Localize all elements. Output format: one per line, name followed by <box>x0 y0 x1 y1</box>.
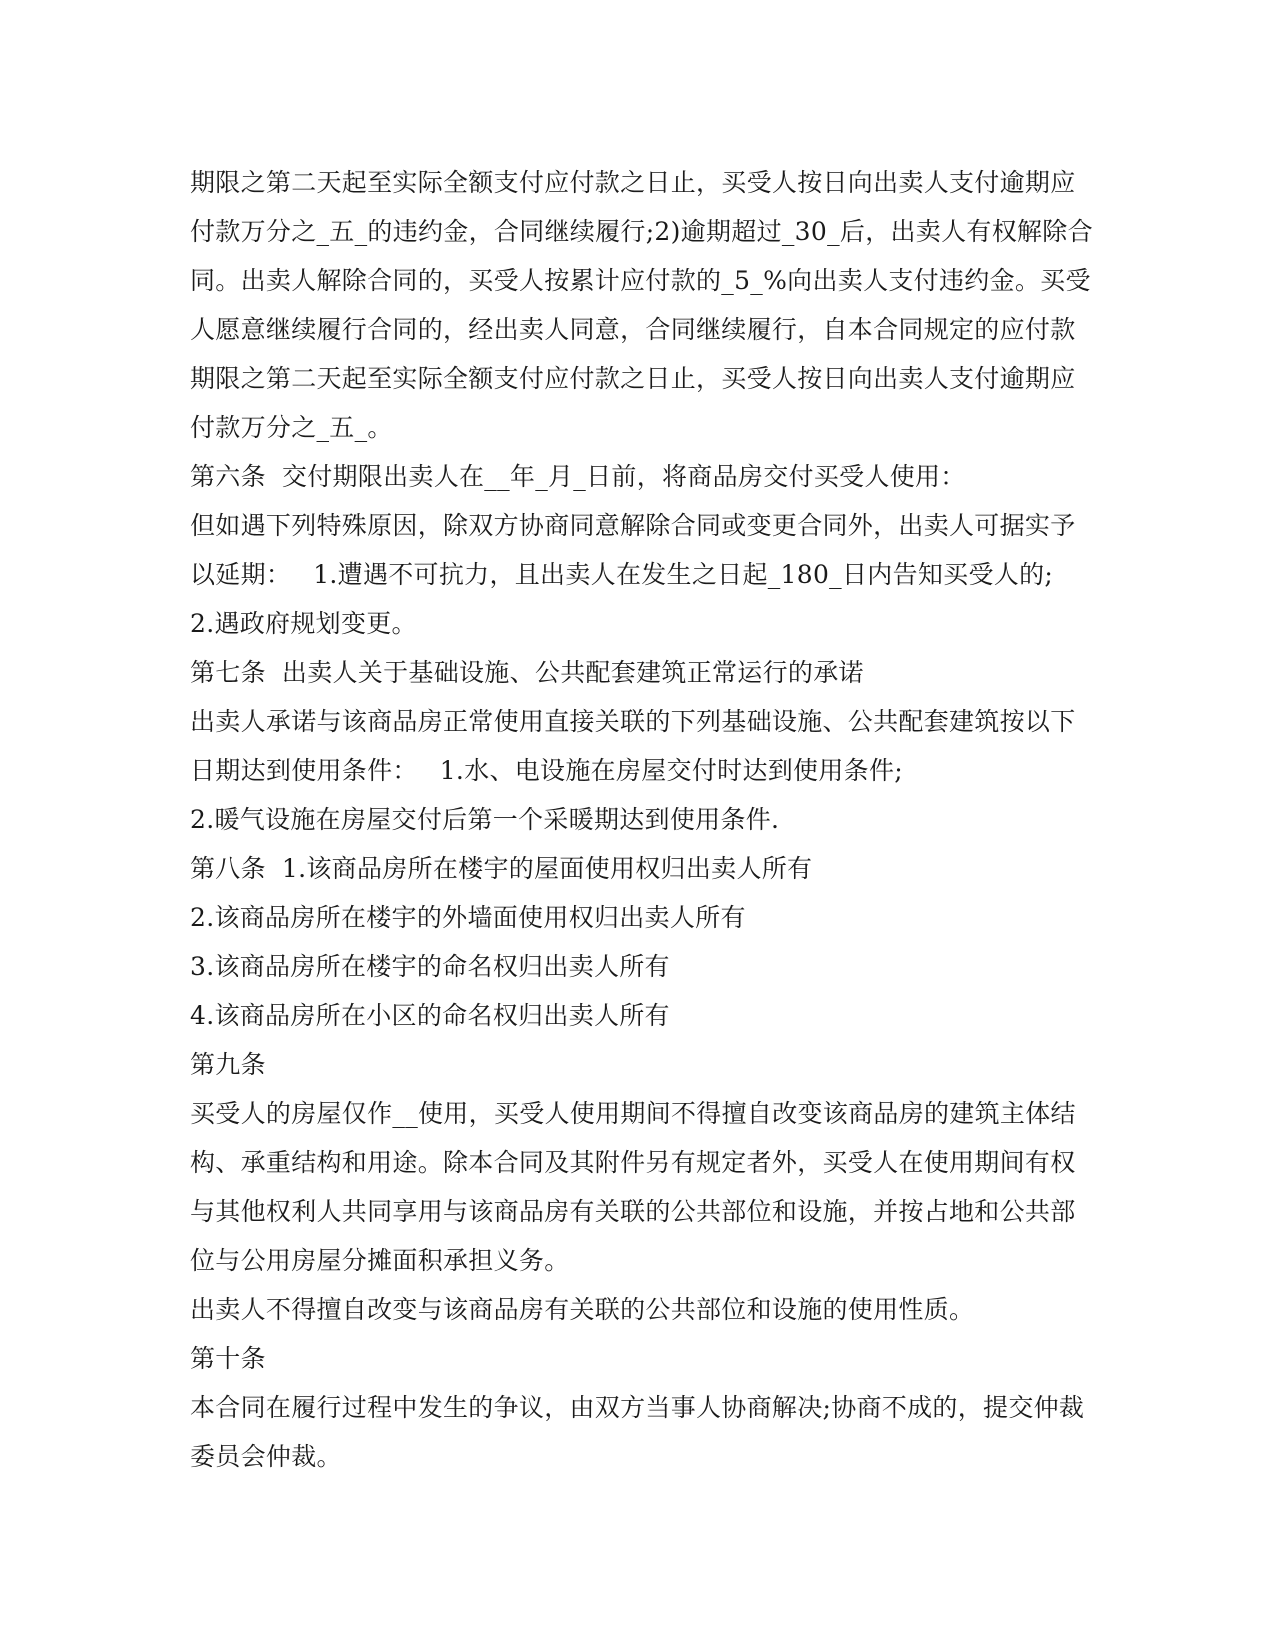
article-9-heading: 第九条 <box>190 1050 266 1079</box>
text-line: 构、承重结构和用途。除本合同及其附件另有规定者外，买受人在使用期间有权 <box>190 1148 1076 1177</box>
text-line: 同。出卖人解除合同的，买受人按累计应付款的_5_%向出卖人支付违约金。买受 <box>190 266 1091 295</box>
text-line: 委员会仲裁。 <box>190 1442 342 1471</box>
article-8-heading <box>190 844 1080 893</box>
line-rest: 1.水、电设施在房屋交付时达到使用条件; <box>439 756 903 785</box>
document-body <box>190 158 1093 1481</box>
line-prefix: 以延期： <box>190 560 292 589</box>
article-number: 第八条 <box>190 854 266 883</box>
text-line: 付款万分之_五_的违约金，合同继续履行;2)逾期超过_30_后，出卖人有权解除合 <box>190 217 1093 246</box>
text-line: 但如遇下列特殊原因，除双方协商同意解除合同或变更合同外，出卖人可据实予 <box>190 511 1076 540</box>
article-title: 交付期限出卖人在__年_月_日前，将商品房交付买受人使用： <box>281 462 966 491</box>
text-line: 2.该商品房所在楼宇的外墙面使用权归出卖人所有 <box>190 903 746 932</box>
text-line <box>190 550 1080 599</box>
text-line: 本合同在履行过程中发生的争议，由双方当事人协商解决;协商不成的，提交仲裁 <box>190 1393 1085 1422</box>
article-10-heading: 第十条 <box>190 1344 266 1373</box>
text-line: 2.暖气设施在房屋交付后第一个采暖期达到使用条件. <box>190 805 780 834</box>
text-line: 期限之第二天起至实际全额支付应付款之日止，买受人按日向出卖人支付逾期应 <box>190 364 1076 393</box>
text-line: 出卖人承诺与该商品房正常使用直接关联的下列基础设施、公共配套建筑按以下 <box>190 707 1076 736</box>
article-7-heading <box>190 648 1080 697</box>
text-line: 位与公用房屋分摊面积承担义务。 <box>190 1246 570 1275</box>
text-line: 买受人的房屋仅作__使用，买受人使用期间不得擅自改变该商品房的建筑主体结 <box>190 1099 1076 1128</box>
text-line: 付款万分之_五_。 <box>190 413 393 442</box>
line-prefix: 日期达到使用条件： <box>190 756 418 785</box>
text-line: 4.该商品房所在小区的命名权归出卖人所有 <box>190 1001 670 1030</box>
article-title: 出卖人关于基础设施、公共配套建筑正常运行的承诺 <box>281 658 864 687</box>
text-line <box>190 746 1080 795</box>
article-6-heading <box>190 452 1080 501</box>
text-line: 与其他权利人共同享用与该商品房有关联的公共部位和设施，并按占地和公共部 <box>190 1197 1076 1226</box>
text-line: 期限之第二天起至实际全额支付应付款之日止，买受人按日向出卖人支付逾期应 <box>190 168 1076 197</box>
article-number: 第六条 <box>190 462 266 491</box>
text-line: 出卖人不得擅自改变与该商品房有关联的公共部位和设施的使用性质。 <box>190 1295 975 1324</box>
line-rest: 1.遭遇不可抗力，且出卖人在发生之日起_180_日内告知买受人的; <box>313 560 1054 589</box>
text-line: 人愿意继续履行合同的，经出卖人同意，合同继续履行，自本合同规定的应付款 <box>190 315 1076 344</box>
article-title: 1.该商品房所在楼宇的屋面使用权归出卖人所有 <box>281 854 813 883</box>
text-line: 3.该商品房所在楼宇的命名权归出卖人所有 <box>190 952 670 981</box>
article-number: 第七条 <box>190 658 266 687</box>
text-line: 2.遇政府规划变更。 <box>190 609 417 638</box>
